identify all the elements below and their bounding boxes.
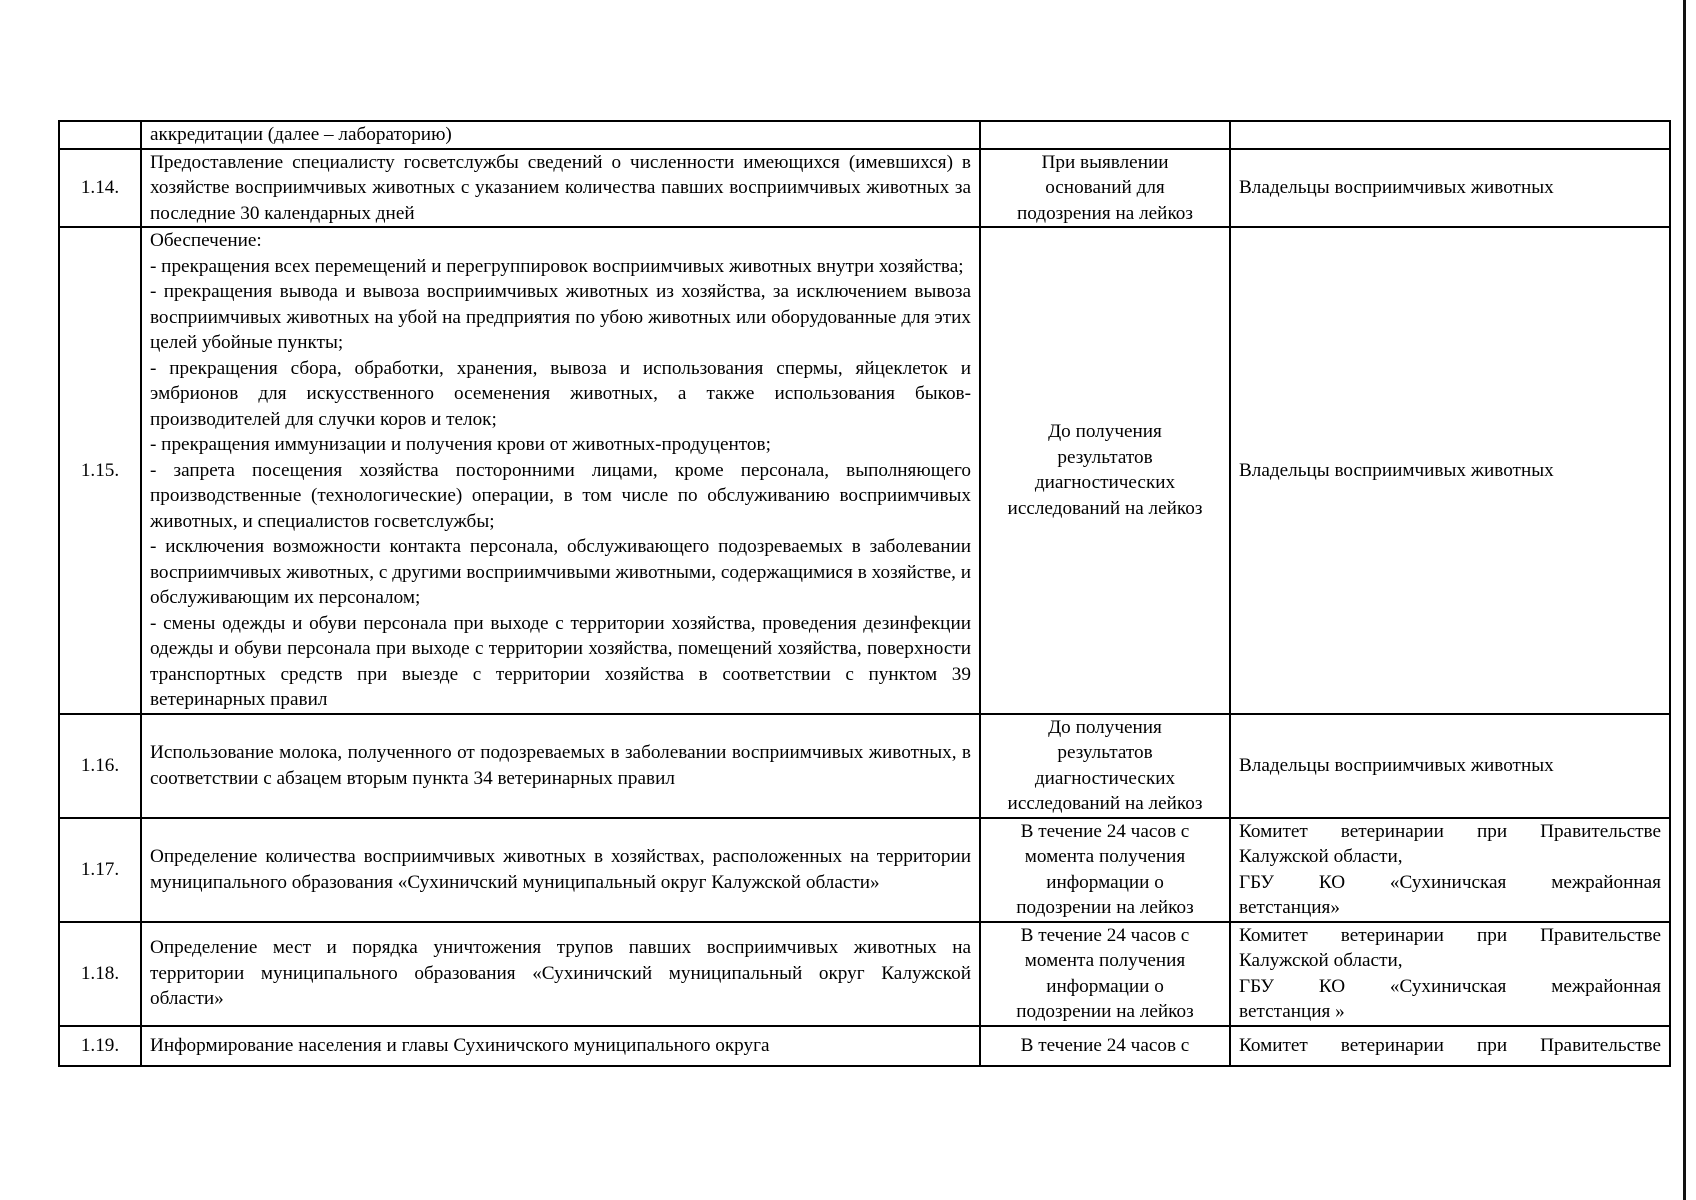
responsible-party bbox=[1230, 818, 1670, 922]
measure-description bbox=[141, 818, 980, 922]
deadline-line: информации о bbox=[1046, 975, 1164, 997]
responsible-line: Владельцы восприимчивых животных bbox=[1239, 177, 1554, 198]
responsible-party bbox=[1230, 121, 1670, 149]
item-number: 1.18. bbox=[59, 922, 141, 1026]
responsible-party bbox=[1230, 1026, 1670, 1066]
item-number: 1.14. bbox=[59, 149, 141, 228]
measure-description bbox=[141, 922, 980, 1026]
description-paragraph: - прекращения всех перемещений и перегруппировок восприимчивых животных внутри хозяйства; bbox=[150, 255, 964, 277]
deadline-line: момента получения bbox=[1024, 846, 1186, 867]
responsible-party bbox=[1230, 149, 1670, 228]
responsible-line: Калужской области, bbox=[1239, 950, 1403, 971]
deadline-line: В течение 24 часов с bbox=[1020, 1034, 1190, 1056]
deadline-line: оснований для bbox=[1045, 177, 1165, 198]
responsible-line: Комитет ветеринарии при Правительстве bbox=[1239, 924, 1661, 946]
description-paragraph: Предоставление специалисту госветслужбы сведений о численности имеющихся (имевшихся) в хозяйстве восприимчивых животных с указанием количества павших восприимчивых животных за последние 30 календарных дней bbox=[150, 151, 971, 224]
measure-description bbox=[141, 121, 980, 149]
description-paragraph: аккредитации (далее – лабораторию) bbox=[150, 124, 452, 145]
description-paragraph: - исключения возможности контакта персонала, обслуживающего подозреваемых в заболевании восприимчивых животных, с другими восприимчивыми животными, содержащимися в хозяйстве, и обслуживающим их персоналом; bbox=[150, 536, 971, 608]
deadline-line: При выявлении bbox=[1041, 151, 1169, 173]
responsible-party bbox=[1230, 714, 1670, 818]
measures-table-body bbox=[59, 121, 1670, 1066]
deadline-line: результатов bbox=[1057, 446, 1153, 468]
description-paragraph: Обеспечение: bbox=[150, 230, 262, 251]
measure-deadline bbox=[980, 714, 1230, 818]
table-row bbox=[59, 714, 1670, 818]
description-paragraph: Определение количества восприимчивых животных в хозяйствах, расположенных на территории муниципального образования «Сухиничский муниципальный округ Калужской области» bbox=[150, 846, 971, 893]
item-number bbox=[59, 121, 141, 149]
measure-description bbox=[141, 227, 980, 714]
deadline-line: подозрении на лейкоз bbox=[1016, 1001, 1194, 1022]
responsible-line: Калужской области, bbox=[1239, 846, 1403, 867]
table-row bbox=[59, 818, 1670, 922]
description-paragraph: - смены одежды и обуви персонала при выходе с территории хозяйства, проведения дезинфекции одежды и обуви персонала при выходе с территории хозяйства, помещений хозяйства, поверхности транспортных средств при выезде с территории хозяйства в соответствии с пунктом 39 ветеринарных правил bbox=[150, 612, 971, 710]
responsible-line: ветстанция» bbox=[1239, 897, 1340, 918]
responsible-party bbox=[1230, 922, 1670, 1026]
description-paragraph: - прекращения сбора, обработки, хранения, вывоза и использования спермы, яйцеклеток и эмбрионов для искусственного осеменения животных, а также использования быков-производителей для случки коров и телок; bbox=[150, 357, 971, 430]
table-row bbox=[59, 1026, 1670, 1066]
measure-deadline bbox=[980, 149, 1230, 228]
item-number: 1.19. bbox=[59, 1026, 141, 1066]
responsible-line: Владельцы восприимчивых животных bbox=[1239, 754, 1554, 776]
deadline-line: диагностических bbox=[1034, 472, 1176, 494]
deadline-line: информации о bbox=[1046, 871, 1164, 893]
deadline-line: исследований на лейкоз bbox=[1007, 497, 1203, 519]
measure-description bbox=[141, 1026, 980, 1066]
deadline-line: результатов bbox=[1057, 742, 1153, 763]
responsible-party bbox=[1230, 227, 1670, 714]
table-row bbox=[59, 922, 1670, 1026]
description-paragraph: - прекращения вывода и вывоза восприимчивых животных из хозяйства, за исключением вывоза восприимчивых животных на убой на предприятия по убою животных или оборудованные для этих целей убойные пункты; bbox=[150, 281, 971, 353]
page-edge-line bbox=[1683, 0, 1686, 1200]
item-number: 1.17. bbox=[59, 818, 141, 922]
measure-deadline bbox=[980, 121, 1230, 149]
responsible-line: ветстанция » bbox=[1239, 1001, 1345, 1022]
measure-deadline bbox=[980, 818, 1230, 922]
item-number: 1.15. bbox=[59, 227, 141, 714]
deadline-line: момента получения bbox=[1024, 950, 1186, 971]
deadline-line: В течение 24 часов с bbox=[1020, 924, 1190, 946]
deadline-line: До получения bbox=[1048, 421, 1162, 443]
deadline-line: подозрении на лейкоз bbox=[1016, 897, 1194, 918]
responsible-line: Владельцы восприимчивых животных bbox=[1239, 459, 1554, 481]
description-paragraph: - запрета посещения хозяйства посторонними лицами, кроме персонала, выполняющего производственные (технологические) операции, в том числе по обслуживанию восприимчивых животных, и специалистов госветслужбы; bbox=[150, 459, 971, 532]
table-row bbox=[59, 227, 1670, 714]
measure-deadline bbox=[980, 922, 1230, 1026]
description-paragraph: - прекращения иммунизации и получения крови от животных-продуцентов; bbox=[150, 434, 771, 455]
item-number: 1.16. bbox=[59, 714, 141, 818]
responsible-line: ГБУ КО «Сухиничская межрайонная bbox=[1239, 871, 1661, 893]
table-row bbox=[59, 121, 1670, 149]
deadline-line: диагностических bbox=[1034, 767, 1176, 789]
responsible-line: ГБУ КО «Сухиничская межрайонная bbox=[1239, 975, 1661, 997]
measure-description bbox=[141, 149, 980, 228]
deadline-line: исследований на лейкоз bbox=[1007, 793, 1203, 814]
measure-deadline bbox=[980, 1026, 1230, 1066]
deadline-line: До получения bbox=[1048, 716, 1162, 738]
responsible-line: Комитет ветеринарии при Правительстве bbox=[1239, 1034, 1661, 1056]
description-paragraph: Определение мест и порядка уничтожения трупов павших восприимчивых животных на территории муниципального образования «Сухиничский муниципальный округ Калужской области» bbox=[150, 937, 971, 1010]
responsible-line: Комитет ветеринарии при Правительстве bbox=[1239, 820, 1661, 842]
measure-deadline bbox=[980, 227, 1230, 714]
description-paragraph: Информирование населения и главы Сухиничского муниципального округа bbox=[150, 1034, 770, 1056]
measure-description bbox=[141, 714, 980, 818]
table-row bbox=[59, 149, 1670, 228]
deadline-line: В течение 24 часов с bbox=[1020, 820, 1190, 842]
deadline-line: подозрения на лейкоз bbox=[1017, 202, 1193, 224]
measures-table bbox=[58, 120, 1671, 1067]
description-paragraph: Использование молока, полученного от подозреваемых в заболевании восприимчивых животных, в соответствии с абзацем вторым пункта 34 ветеринарных правил bbox=[150, 742, 971, 789]
